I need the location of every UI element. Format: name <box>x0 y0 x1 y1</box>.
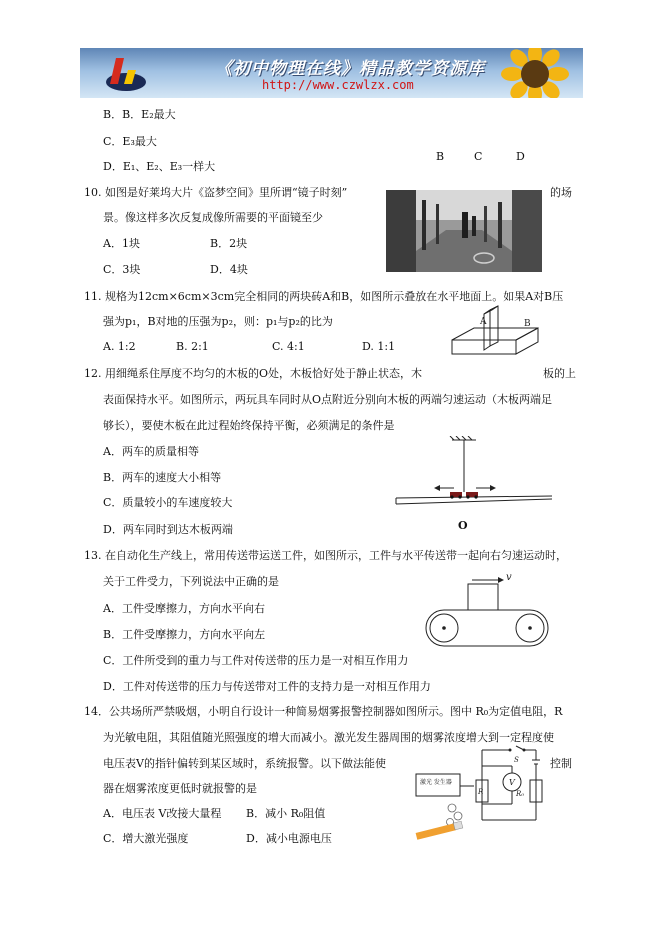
q11-option-d: D. 1:1 <box>362 340 396 353</box>
logo-icon <box>102 52 150 94</box>
q12-option-d: D．两车同时到达木板两端 <box>103 523 233 536</box>
q11-stem-line2: 强为p₁，B对地的压强为p₂，则：p₁与p₂的比为 <box>103 315 333 328</box>
q10-stem-line1: 10. 如图是好莱坞大片《盗梦空间》里所谓“镜子时刻” <box>84 186 348 199</box>
q13-option-d: D．工件对传送带的压力与传送带对工件的支持力是一对相互作用力 <box>103 680 431 693</box>
q10-movie-photo <box>386 190 542 272</box>
q12-option-c: C．质量较小的车速度较大 <box>103 496 233 509</box>
q13-stem-line1: 13. 在自动化生产线上，常用传送带运送工件，如图所示，工件与水平传送带一起向右匀速运动时， <box>84 549 567 562</box>
q9-option-c: C．E₃最大 <box>103 135 157 148</box>
q11-stem-line1: 11. 规格为12cm×6cm×3cm完全相同的两块砖A和B，如图所示叠放在水平地面上。如果A对B压 <box>84 290 564 303</box>
q14-label-s: S <box>514 756 519 764</box>
q14-stem-line4: 器在烟雾浓度更低时就报警的是 <box>103 782 257 795</box>
q13-option-b: B．工件受摩擦力，方向水平向左 <box>103 628 266 641</box>
q13-option-a: A．工件受摩擦力，方向水平向右 <box>103 602 265 615</box>
q14-label-r0: R₀ <box>516 790 525 798</box>
q14-stem-line2: 为光敏电阻，其阻值随光照强度的增大而减小。激光发生器周围的烟雾浓度增大到一定程度使 <box>103 731 554 744</box>
q9-fig-label-d: D <box>516 150 525 163</box>
q13-label-v: v <box>506 572 512 583</box>
q14-circuit-diagram <box>412 744 550 840</box>
q14-stem-line1: 14．公共场所严禁吸烟，小明自行设计一种简易烟雾报警控制器如图所示。图中 R₀为定值电阻，R <box>84 705 563 718</box>
q12-option-a: A．两车的质量相等 <box>103 445 199 458</box>
sunflower-icon <box>500 48 570 98</box>
q14-label-laser: 激光 发生器 <box>420 779 452 786</box>
q14-stem-line3: 电压表V的指针偏转到某区域时，系统报警。以下做法能使 <box>103 757 386 770</box>
q11-bricks-diagram <box>450 302 546 364</box>
q14-label-v: V <box>509 778 515 787</box>
q11-option-b: B. 2:1 <box>176 340 209 353</box>
q10-stem-line1-end: 的场 <box>550 186 572 199</box>
q14-stem-line3-end: 控制 <box>550 757 572 770</box>
q12-plank-diagram <box>394 436 554 516</box>
q13-option-c: C．工件所受到的重力与工件对传送带的压力是一对相互作用力 <box>103 654 409 667</box>
q14-option-a: A．电压表 V改接大量程 <box>103 807 222 820</box>
q10-option-b: B．2块 <box>210 237 248 250</box>
q12-stem-line1: 12. 用细绳系住厚度不均匀的木板的O处，木板恰好处于静止状态，木 <box>84 367 423 380</box>
q10-stem-line2: 景。像这样多次反复成像所需要的平面镜至少 <box>103 211 323 224</box>
q12-stem-line3: 够长），要使木板在此过程始终保持平衡，必须满足的条件是 <box>103 419 395 432</box>
q9-option-d: D．E₁、E₂、E₃一样大 <box>103 160 216 173</box>
q14-option-b: B．减小 R₀阻值 <box>246 807 326 820</box>
q10-option-a: A．1块 <box>103 237 140 250</box>
q10-option-d: D．4块 <box>210 263 248 276</box>
q12-stem-line1-end: 板的上 <box>543 367 576 380</box>
q12-stem-line2: 表面保持水平。如图所示，两玩具车同时从O点附近分别向木板的两端匀速运动（木板两端足 <box>103 393 553 406</box>
q14-option-c: C．增大激光强度 <box>103 832 189 845</box>
q13-conveyor-diagram <box>424 568 550 648</box>
q10-option-c: C．3块 <box>103 263 141 276</box>
q14-option-d: D．减小电源电压 <box>246 832 332 845</box>
banner-url: http://www.czwlzx.com <box>262 78 414 92</box>
q11-option-c: C. 4:1 <box>272 340 305 353</box>
q9-option-b: B．B．E₂最大 <box>103 108 176 121</box>
q14-label-r: R <box>478 788 484 796</box>
q9-fig-label-b: B <box>436 150 445 163</box>
header-banner <box>80 48 583 98</box>
banner-title: 《初中物理在线》精品教学资源库 <box>215 59 485 79</box>
q9-fig-label-c: C <box>474 150 483 163</box>
q11-label-a: A <box>480 317 487 327</box>
q11-option-a: A. 1:2 <box>103 340 136 353</box>
q12-option-b: B．两车的速度大小相等 <box>103 471 222 484</box>
q13-stem-line2: 关于工件受力，下列说法中正确的是 <box>103 575 279 588</box>
q11-label-b: B <box>524 319 531 329</box>
q12-fig-label-o: O <box>458 519 468 532</box>
